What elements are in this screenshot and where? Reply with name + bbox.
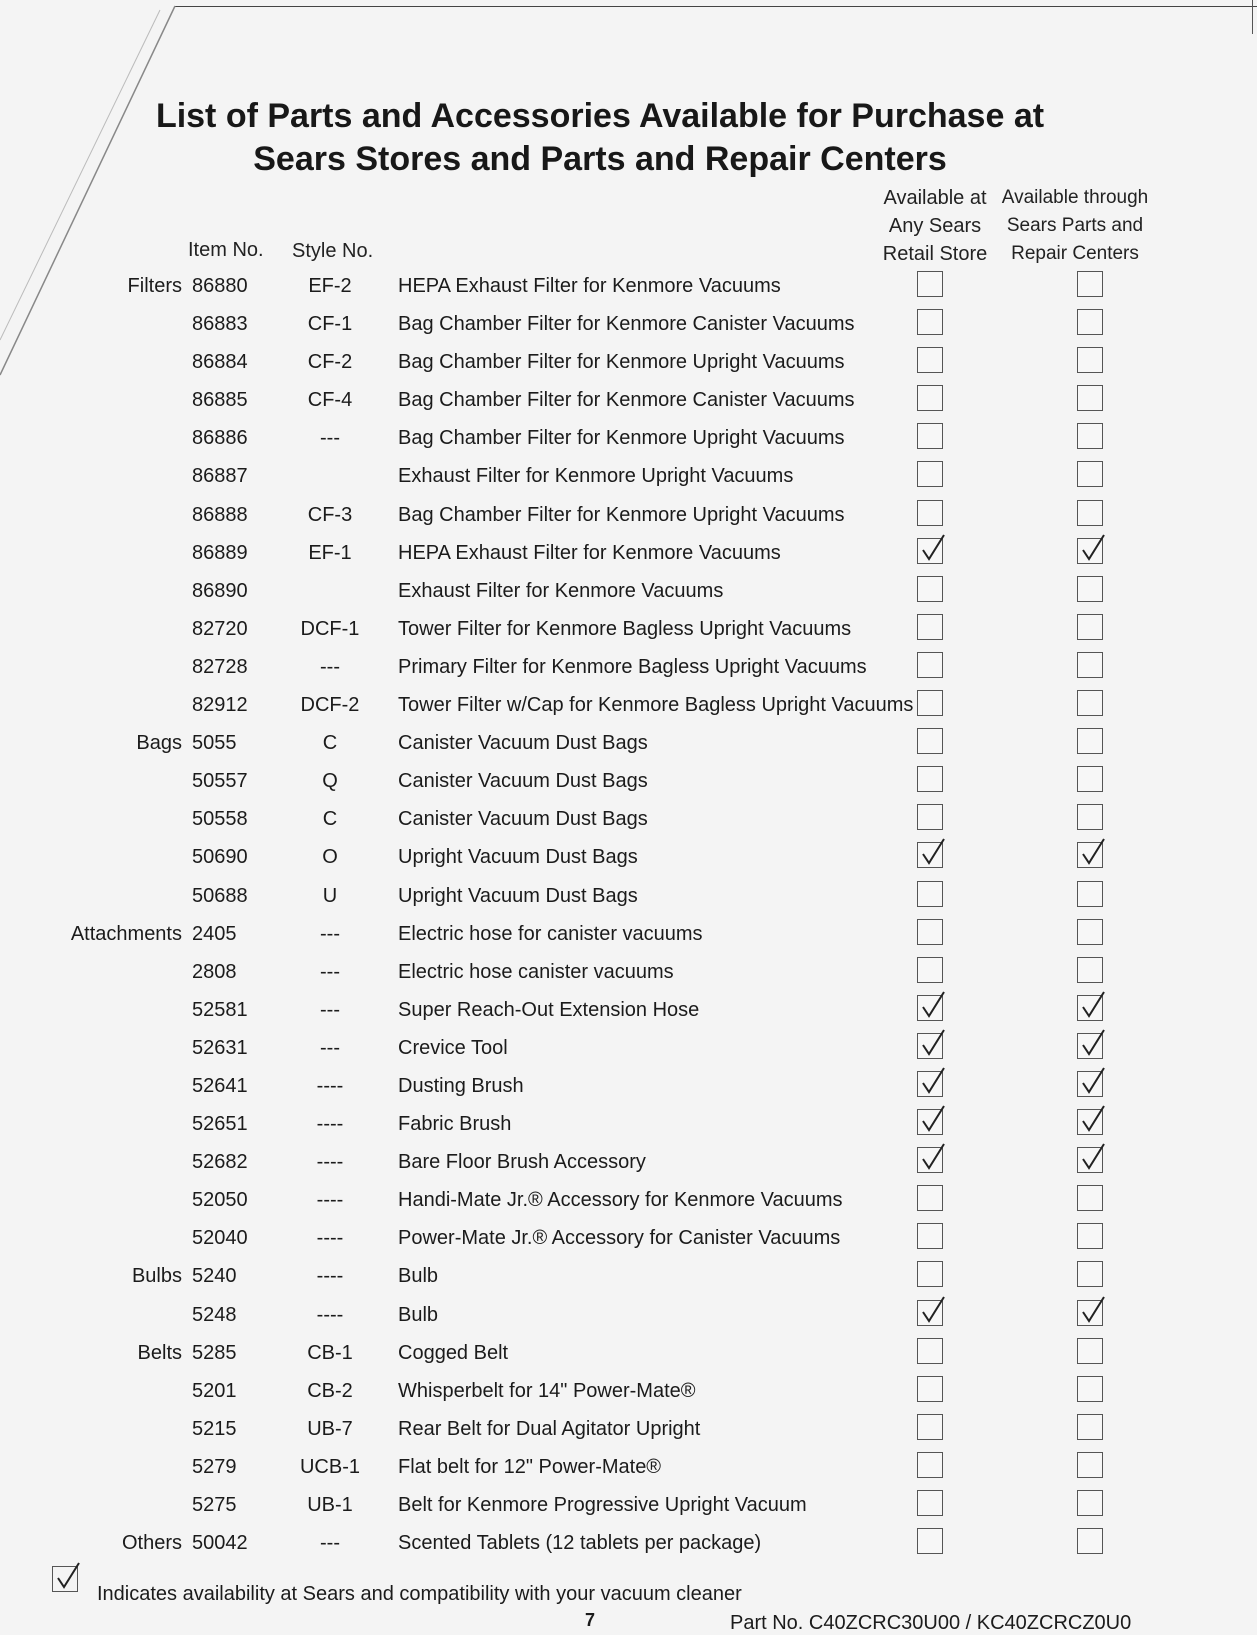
table-row (0, 1489, 1257, 1527)
style-number: --- (320, 998, 340, 1021)
part-description: Canister Vacuum Dust Bags (398, 770, 648, 793)
item-number: 52651 (192, 1113, 248, 1136)
style-number: DCF-1 (300, 617, 360, 640)
part-description: Primary Filter for Kenmore Bagless Upright Vacuums (398, 655, 867, 678)
table-row (0, 1337, 1257, 1375)
repair-availability-checkbox (1077, 1071, 1103, 1097)
item-number: 86890 (192, 579, 248, 602)
checkmark-icon (1080, 990, 1106, 1020)
table-row (0, 1299, 1257, 1337)
retail-availability-checkbox (917, 690, 943, 716)
repair-availability-checkbox (1077, 1414, 1103, 1440)
part-description: HEPA Exhaust Filter for Kenmore Vacuums (398, 275, 781, 297)
part-description: Scented Tablets (12 tablets per package) (398, 1532, 762, 1555)
style-number: ---- (316, 1151, 344, 1174)
item-number: 5240 (192, 1265, 237, 1288)
retail-availability-checkbox (917, 1300, 943, 1326)
part-description: Dusting Brush (398, 1074, 524, 1097)
part-description: Bag Chamber Filter for Kenmore Upright Vacuums (398, 503, 845, 526)
scan-edge-top (175, 6, 1257, 7)
retail-availability-checkbox (917, 1071, 943, 1097)
title-line-2: Sears Stores and Parts and Repair Centers (253, 140, 947, 178)
repair-availability-checkbox (1077, 1300, 1103, 1326)
item-number: 2808 (192, 960, 237, 983)
legend-text: Indicates availability at Sears and compatibility with your vacuum cleaner (97, 1583, 742, 1605)
checkmark-icon (920, 533, 946, 563)
part-description: Electric hose for canister vacuums (398, 922, 703, 945)
category-label: Attachments (70, 922, 182, 945)
item-number: 86886 (192, 427, 248, 450)
style-number: ---- (316, 1227, 344, 1250)
column-header-item-no: Item No. (188, 239, 264, 261)
part-description: Tower Filter for Kenmore Bagless Upright Vacuums (398, 617, 852, 640)
column-header-retail (875, 184, 995, 268)
part-description: Exhaust Filter for Kenmore Upright Vacuums (398, 465, 794, 488)
style-number: ---- (316, 1265, 344, 1288)
category-label: Filters (127, 275, 182, 297)
style-number: CF-4 (307, 389, 353, 412)
item-number: 5275 (192, 1494, 237, 1516)
style-number: CF-3 (307, 503, 353, 526)
style-number: CF-1 (307, 313, 353, 336)
retail-availability-checkbox (917, 766, 943, 792)
item-number: 5248 (192, 1303, 237, 1326)
retail-availability-checkbox (917, 1338, 943, 1364)
item-number: 5055 (192, 732, 237, 755)
repair-availability-checkbox (1077, 690, 1103, 716)
retail-availability-checkbox (917, 1376, 943, 1402)
style-number: C (322, 732, 338, 755)
part-description: Whisperbelt for 14" Power-Mate® (398, 1379, 696, 1402)
repair-availability-checkbox (1077, 1338, 1103, 1364)
part-description: Belt for Kenmore Progressive Upright Vacuum (398, 1494, 807, 1516)
part-number: Part No. C40ZCRC30U00 / KC40ZCRCZ0U0 (730, 1612, 1132, 1634)
item-number: 5285 (192, 1341, 237, 1364)
retail-availability-checkbox (917, 1414, 943, 1440)
retail-availability-checkbox (917, 1223, 943, 1249)
table-row (0, 270, 1257, 308)
retail-availability-checkbox (917, 1452, 943, 1478)
part-description: Bulb (398, 1265, 439, 1288)
style-number: UCB-1 (299, 1455, 360, 1478)
repair-availability-checkbox (1077, 919, 1103, 945)
checkmark-icon (920, 837, 946, 867)
retail-availability-checkbox (917, 461, 943, 487)
item-number: 5215 (192, 1417, 237, 1440)
table-row (0, 1451, 1257, 1489)
part-description: Canister Vacuum Dust Bags (398, 808, 648, 831)
style-number: UB-7 (307, 1417, 353, 1440)
style-number: O (322, 846, 338, 869)
style-number: DCF-2 (300, 694, 360, 717)
retail-availability-checkbox (917, 1490, 943, 1516)
legend-checkbox (52, 1566, 78, 1592)
retail-availability-checkbox (917, 728, 943, 754)
retail-availability-checkbox (917, 995, 943, 1021)
item-number: 52682 (192, 1151, 248, 1174)
retail-availability-checkbox (917, 271, 943, 297)
column-header-repair-line: Repair Centers (1011, 243, 1139, 264)
table-row (0, 308, 1257, 346)
repair-availability-checkbox (1077, 1452, 1103, 1478)
repair-availability-checkbox (1077, 995, 1103, 1021)
style-number: ---- (316, 1303, 344, 1326)
part-description: Bare Floor Brush Accessory (398, 1151, 646, 1174)
style-number: --- (320, 1532, 340, 1555)
style-number: CB-1 (307, 1341, 353, 1364)
retail-availability-checkbox (917, 842, 943, 868)
retail-availability-checkbox (917, 500, 943, 526)
checkmark-icon (1080, 1104, 1106, 1134)
style-number: ---- (316, 1113, 344, 1136)
repair-availability-checkbox (1077, 1261, 1103, 1287)
column-header-style-no: Style No. (292, 240, 374, 262)
item-number: 82912 (192, 694, 248, 717)
checkmark-icon (920, 990, 946, 1020)
repair-availability-checkbox (1077, 538, 1103, 564)
column-header-repair (1000, 184, 1150, 268)
table-row (0, 1260, 1257, 1298)
repair-availability-checkbox (1077, 957, 1103, 983)
table-row (0, 384, 1257, 422)
checkmark-icon (920, 1295, 946, 1325)
item-number: 86883 (192, 313, 248, 336)
repair-availability-checkbox (1077, 576, 1103, 602)
repair-availability-checkbox (1077, 1528, 1103, 1554)
item-number: 50558 (192, 808, 248, 831)
retail-availability-checkbox (917, 652, 943, 678)
item-number: 82720 (192, 617, 248, 640)
repair-availability-checkbox (1077, 423, 1103, 449)
part-description: Crevice Tool (398, 1036, 508, 1059)
checkmark-icon (1080, 533, 1106, 563)
table-row (0, 689, 1257, 727)
part-description: Upright Vacuum Dust Bags (398, 884, 638, 907)
retail-availability-checkbox (917, 385, 943, 411)
repair-availability-checkbox (1077, 652, 1103, 678)
item-number: 50042 (192, 1532, 248, 1555)
category-label: Belts (137, 1341, 182, 1364)
repair-availability-checkbox (1077, 1490, 1103, 1516)
part-description: Bag Chamber Filter for Kenmore Canister Vacuums (398, 313, 855, 336)
table-row (0, 651, 1257, 689)
table-row (0, 460, 1257, 498)
item-number: 52631 (192, 1036, 248, 1059)
scan-edge-right (1252, 0, 1253, 34)
style-number: Q (322, 770, 338, 793)
style-number: CF-2 (307, 351, 353, 374)
table-row (0, 575, 1257, 613)
part-description: Bag Chamber Filter for Kenmore Canister Vacuums (398, 389, 855, 412)
retail-availability-checkbox (917, 347, 943, 373)
repair-availability-checkbox (1077, 1147, 1103, 1173)
table-row (0, 880, 1257, 918)
style-number: EF-2 (308, 275, 352, 297)
retail-availability-checkbox (917, 1033, 943, 1059)
style-number: --- (320, 922, 340, 945)
category-label: Others (121, 1532, 182, 1555)
checkmark-icon (1080, 1142, 1106, 1172)
table-row (0, 499, 1257, 537)
table-row (0, 1375, 1257, 1413)
repair-availability-checkbox (1077, 1109, 1103, 1135)
page-number: 7 (585, 1610, 596, 1630)
table-row (0, 841, 1257, 879)
part-description: Bag Chamber Filter for Kenmore Upright Vacuums (398, 427, 845, 450)
item-number: 86884 (192, 351, 248, 374)
column-header-repair-line: Available through (1001, 187, 1149, 208)
repair-availability-checkbox (1077, 271, 1103, 297)
page-title (100, 95, 1100, 181)
table-row (0, 1184, 1257, 1222)
title-line-1: List of Parts and Accessories Available for Purchase at (155, 97, 1045, 135)
repair-availability-checkbox (1077, 614, 1103, 640)
checkmark-icon (920, 1104, 946, 1134)
style-number: ---- (316, 1189, 344, 1212)
part-description: Tower Filter w/Cap for Kenmore Bagless Upright Vacuums (398, 694, 914, 717)
checkmark-icon (1080, 1066, 1106, 1096)
repair-availability-checkbox (1077, 1376, 1103, 1402)
category-label: Bags (136, 732, 182, 755)
repair-availability-checkbox (1077, 385, 1103, 411)
column-header-retail-line: Any Sears (888, 215, 982, 237)
item-number: 86885 (192, 389, 248, 412)
part-description: Bulb (398, 1303, 439, 1326)
retail-availability-checkbox (917, 423, 943, 449)
retail-availability-checkbox (917, 919, 943, 945)
part-description: Bag Chamber Filter for Kenmore Upright Vacuums (398, 351, 845, 374)
repair-availability-checkbox (1077, 766, 1103, 792)
part-description: Electric hose canister vacuums (398, 960, 674, 983)
item-number: 50557 (192, 770, 248, 793)
table-row (0, 1413, 1257, 1451)
table-row (0, 346, 1257, 384)
item-number: 86888 (192, 503, 248, 526)
repair-availability-checkbox (1077, 804, 1103, 830)
style-number: CB-2 (307, 1379, 353, 1402)
table-row (0, 918, 1257, 956)
part-description: Cogged Belt (398, 1341, 509, 1364)
retail-availability-checkbox (917, 576, 943, 602)
retail-availability-checkbox (917, 881, 943, 907)
part-description: Flat belt for 12" Power-Mate® (398, 1455, 662, 1478)
column-header-retail-line: Available at (883, 187, 987, 209)
table-row (0, 727, 1257, 765)
part-description: Handi-Mate Jr.® Accessory for Kenmore Vacuums (398, 1189, 843, 1212)
style-number: ---- (316, 1074, 344, 1097)
style-number: --- (320, 655, 340, 678)
repair-availability-checkbox (1077, 728, 1103, 754)
style-number: --- (320, 960, 340, 983)
item-number: 5201 (192, 1379, 237, 1402)
part-description: Upright Vacuum Dust Bags (398, 846, 638, 869)
style-number: EF-1 (308, 541, 352, 564)
style-number: U (322, 884, 338, 907)
checkmark-icon (920, 1066, 946, 1096)
part-description: Super Reach-Out Extension Hose (398, 998, 700, 1021)
retail-availability-checkbox (917, 1528, 943, 1554)
table-row (0, 1032, 1257, 1070)
item-number: 52581 (192, 998, 248, 1021)
item-number: 5279 (192, 1455, 237, 1478)
item-number: 52641 (192, 1074, 248, 1097)
retail-availability-checkbox (917, 957, 943, 983)
table-row (0, 994, 1257, 1032)
table-row (0, 765, 1257, 803)
repair-availability-checkbox (1077, 347, 1103, 373)
table-row (0, 1108, 1257, 1146)
checkmark-icon (1080, 837, 1106, 867)
repair-availability-checkbox (1077, 1185, 1103, 1211)
item-number: 86880 (192, 275, 248, 297)
style-number: C (322, 808, 338, 831)
table-row (0, 1527, 1257, 1565)
parts-table (0, 270, 1257, 1565)
retail-availability-checkbox (917, 1261, 943, 1287)
retail-availability-checkbox (917, 804, 943, 830)
part-description: Exhaust Filter for Kenmore Vacuums (398, 579, 724, 602)
style-number: UB-1 (307, 1494, 353, 1516)
item-number: 50688 (192, 884, 248, 907)
checkmark-icon (1080, 1295, 1106, 1325)
checkmark-icon (920, 1028, 946, 1058)
retail-availability-checkbox (917, 1185, 943, 1211)
retail-availability-checkbox (917, 1109, 943, 1135)
item-number: 82728 (192, 655, 248, 678)
column-header-retail-line: Retail Store (882, 243, 988, 265)
retail-availability-checkbox (917, 309, 943, 335)
column-header-repair-line: Sears Parts and (1006, 215, 1144, 236)
part-description: Rear Belt for Dual Agitator Upright (398, 1417, 701, 1440)
table-row (0, 1070, 1257, 1108)
repair-availability-checkbox (1077, 1033, 1103, 1059)
item-number: 50690 (192, 846, 248, 869)
retail-availability-checkbox (917, 1147, 943, 1173)
table-row (0, 1222, 1257, 1260)
item-number: 86887 (192, 465, 248, 488)
table-row (0, 956, 1257, 994)
part-description: HEPA Exhaust Filter for Kenmore Vacuums (398, 541, 781, 564)
retail-availability-checkbox (917, 614, 943, 640)
retail-availability-checkbox (917, 538, 943, 564)
part-description: Power-Mate Jr.® Accessory for Canister Vacuums (398, 1227, 841, 1250)
checkmark-icon (55, 1561, 81, 1591)
part-description: Canister Vacuum Dust Bags (398, 732, 648, 755)
style-number: --- (320, 1036, 340, 1059)
table-row (0, 537, 1257, 575)
table-row (0, 1146, 1257, 1184)
item-number: 86889 (192, 541, 248, 564)
repair-availability-checkbox (1077, 1223, 1103, 1249)
repair-availability-checkbox (1077, 842, 1103, 868)
item-number: 2405 (192, 922, 237, 945)
repair-availability-checkbox (1077, 881, 1103, 907)
repair-availability-checkbox (1077, 309, 1103, 335)
part-description: Fabric Brush (398, 1113, 512, 1136)
checkmark-icon (920, 1142, 946, 1172)
repair-availability-checkbox (1077, 500, 1103, 526)
style-number: --- (320, 427, 340, 450)
table-row (0, 613, 1257, 651)
table-row (0, 803, 1257, 841)
repair-availability-checkbox (1077, 461, 1103, 487)
table-row (0, 422, 1257, 460)
category-label: Bulbs (131, 1265, 182, 1288)
checkmark-icon (1080, 1028, 1106, 1058)
item-number: 52050 (192, 1189, 248, 1212)
item-number: 52040 (192, 1227, 248, 1250)
